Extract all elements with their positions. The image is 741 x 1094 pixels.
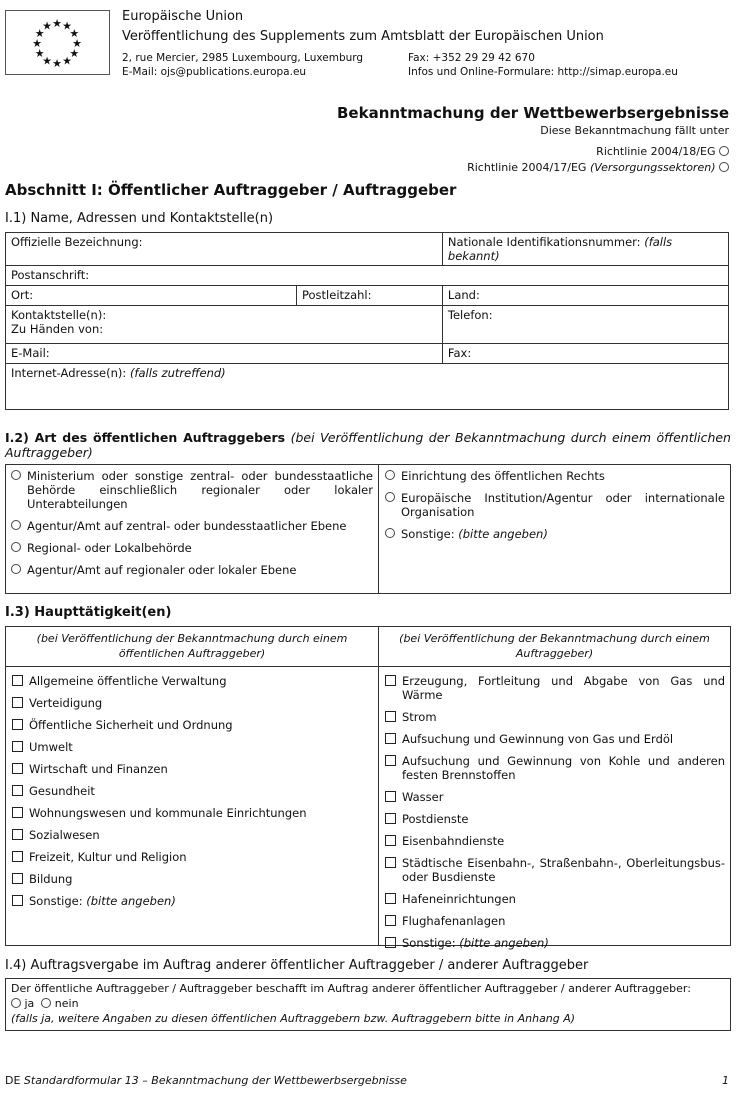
checkbox[interactable] [12, 895, 23, 906]
i2-option-label: Einrichtung des öffentlichen Rechts [401, 469, 605, 483]
phone-field[interactable] [442, 306, 728, 344]
other-note: (bitte angeben) [86, 894, 176, 908]
star-icon: ★ [42, 19, 52, 33]
i1-heading: I.1) Name, Adressen und Kontaktstelle(n) [5, 211, 274, 226]
checkbox[interactable] [12, 763, 23, 774]
i4-no-label: nein [54, 997, 79, 1010]
checkbox[interactable] [12, 719, 23, 730]
i3-activity-label: Strom [402, 710, 437, 724]
i3-activity-other-label [402, 936, 549, 950]
notice-title: Bekanntmachung der Wettbewerbsergebnisse [337, 104, 729, 122]
contact-point-label: Kontaktstelle(n): [11, 308, 107, 322]
i3-activity-label: Postdienste [402, 812, 469, 826]
radio-button[interactable] [11, 542, 21, 552]
directive-2004-17-option[interactable] [467, 161, 729, 174]
i2-heading-title: I.2) Art des öffentlichen Auftraggebers [5, 430, 286, 445]
directive-2004-17-radio[interactable] [719, 162, 729, 172]
checkbox[interactable] [12, 675, 23, 686]
checkbox[interactable] [385, 813, 396, 824]
checkbox[interactable] [12, 697, 23, 708]
directive-2004-17-note: (Versorgungssektoren) [589, 161, 716, 174]
checkbox[interactable] [385, 835, 396, 846]
star-icon: ★ [69, 27, 80, 40]
i3-right-header: (bei Veröffentlichung der Bekanntmachung durch einem Auftraggeber) [379, 627, 730, 667]
directive-2004-18-radio[interactable] [719, 146, 729, 156]
checkbox[interactable] [12, 807, 23, 818]
star-icon: ★ [34, 27, 45, 40]
section-title: Abschnitt I: Öffentlicher Auftraggeber / Auftraggeber [5, 181, 457, 199]
i3-activity[interactable] [12, 806, 373, 820]
other-note: (bitte angeben) [458, 527, 548, 541]
radio-button[interactable] [11, 470, 21, 480]
i2-option-label: Regional- oder Lokalbehörde [27, 541, 192, 555]
i3-activity-label: Wohnungswesen und kommunale Einrichtungen [29, 806, 307, 820]
i3-activity-label: Aufsuchung und Gewinnung von Kohle und anderen festen Brennstoffen [402, 754, 725, 782]
national-id-note: (falls bekannt) [447, 235, 673, 263]
i4-no-radio[interactable] [41, 998, 51, 1008]
i3-activity[interactable] [12, 762, 373, 776]
i2-option-label: Ministerium oder sonstige zentral- oder bundesstaatliche Behörde einschließlich regionaler oder lokaler Unterabteilungen [27, 469, 373, 511]
fax-field[interactable] [442, 344, 728, 364]
i2-heading-note: (bei Veröffentlichung der Bekanntmachung durch einem öffentlichen Auftraggeber) [5, 430, 731, 460]
i2-authority-type-box [5, 464, 731, 594]
page-number: 1 [722, 1074, 729, 1087]
i3-activity[interactable] [12, 850, 373, 864]
internet-address-note: (falls zutreffend) [129, 366, 226, 380]
i3-activity-label: Flughafenanlagen [402, 914, 506, 928]
i2-option[interactable] [11, 469, 373, 511]
star-icon: ★ [62, 54, 72, 68]
star-icon: ★ [69, 47, 80, 60]
i2-option-label: Europäische Institution/Agentur oder internationale Organisation [401, 491, 725, 519]
email-field[interactable] [6, 344, 443, 364]
notice-falls-unter: Diese Bekanntmachung fällt unter [540, 124, 729, 137]
i3-activity[interactable] [12, 828, 373, 842]
i1-contact-table [5, 232, 729, 410]
national-id-label: Nationale Identifikationsnummer: [447, 235, 641, 249]
radio-button[interactable] [385, 470, 395, 480]
checkbox[interactable] [12, 851, 23, 862]
i2-option-other-label [401, 527, 548, 541]
contact-point-field[interactable] [6, 306, 443, 344]
checkbox[interactable] [12, 829, 23, 840]
star-icon: ★ [42, 54, 52, 68]
i3-activity-label: Wirtschaft und Finanzen [29, 762, 168, 776]
national-id-field[interactable] [442, 233, 728, 266]
i3-activity-label: Eisenbahndienste [402, 834, 505, 848]
i3-activity[interactable] [385, 914, 725, 928]
i2-option-label: Agentur/Amt auf zentral- oder bundesstaatlicher Ebene [27, 519, 347, 533]
header-org: Europäische Union [122, 9, 244, 24]
directive-2004-18-label: Richtlinie 2004/18/EG [596, 145, 716, 158]
postal-address-field[interactable] [6, 266, 729, 286]
i3-activity-label: Hafeneinrichtungen [402, 892, 516, 906]
i3-activity[interactable] [12, 784, 373, 798]
i3-activity[interactable] [385, 856, 725, 884]
star-icon: ★ [34, 47, 45, 60]
radio-button[interactable] [385, 492, 395, 502]
i3-activity-label: Bildung [29, 872, 73, 886]
other-label: Sonstige: [402, 936, 456, 950]
fax-label: Fax: [447, 346, 472, 360]
checkbox[interactable] [385, 675, 396, 686]
country-label: Land: [447, 288, 480, 302]
i3-activity[interactable] [12, 696, 373, 710]
checkbox[interactable] [385, 733, 396, 744]
i4-heading: I.4) Auftragsvergabe im Auftrag anderer öffentlicher Auftraggeber / anderer Auftraggeber [5, 958, 589, 973]
town-label: Ort: [11, 288, 34, 302]
i2-option[interactable] [385, 491, 725, 519]
i3-activity[interactable] [385, 732, 725, 746]
directive-2004-17-label: Richtlinie 2004/17/EG [467, 161, 587, 174]
checkbox[interactable] [385, 791, 396, 802]
i2-option[interactable] [11, 541, 373, 555]
footer [5, 1074, 407, 1087]
checkbox[interactable] [385, 755, 396, 766]
i3-activity-label: Sozialwesen [29, 828, 100, 842]
checkbox[interactable] [385, 915, 396, 926]
other-label: Sonstige: [401, 527, 455, 541]
i2-option[interactable] [11, 519, 373, 533]
internet-address-field[interactable] [6, 364, 729, 410]
directive-2004-18-option[interactable] [596, 145, 729, 158]
i3-activity-label: Verteidigung [29, 696, 103, 710]
i2-option[interactable] [11, 563, 373, 577]
star-icon: ★ [52, 17, 62, 30]
official-name-label: Offizielle Bezeichnung: [11, 235, 143, 249]
postcode-label: Postleitzahl: [302, 288, 372, 302]
i4-yes-radio[interactable] [11, 998, 21, 1008]
i3-activity[interactable] [12, 718, 373, 732]
other-note: (bitte angeben) [459, 936, 549, 950]
footer-form: Standardformular 13 – Bekanntmachung der Wettbewerbsergebnisse [23, 1074, 407, 1087]
i3-activity-label: Freizeit, Kultur und Religion [29, 850, 187, 864]
checkbox[interactable] [385, 937, 396, 948]
i3-activity[interactable] [385, 790, 725, 804]
radio-button[interactable] [11, 520, 21, 530]
footer-lang: DE [5, 1074, 21, 1087]
star-icon: ★ [52, 57, 62, 70]
header-address: 2, rue Mercier, 2985 Luxembourg, Luxemburg [122, 52, 364, 64]
checkbox[interactable] [385, 893, 396, 904]
other-label: Sonstige: [29, 894, 83, 908]
i3-activity-label: Erzeugung, Fortleitung und Abgabe von Gas und Wärme [402, 674, 725, 702]
internet-address-label: Internet-Adresse(n): [11, 366, 127, 380]
checkbox[interactable] [385, 857, 396, 868]
i3-heading: I.3) Haupttätigkeit(en) [5, 605, 172, 620]
i4-box [5, 978, 731, 1031]
official-name-field[interactable] [6, 233, 443, 266]
header-email: E-Mail: ojs@publications.europa.eu [122, 66, 307, 78]
postcode-field[interactable] [297, 286, 443, 306]
attention-label: Zu Händen von: [11, 322, 104, 336]
i3-activity[interactable] [385, 754, 725, 782]
i3-activity[interactable] [12, 740, 373, 754]
i3-activity-label: Aufsuchung und Gewinnung von Gas und Erdöl [402, 732, 674, 746]
header-fax: Fax: +352 29 29 42 670 [408, 52, 535, 64]
i3-activity[interactable] [385, 812, 725, 826]
i3-main-activity-box [5, 626, 731, 950]
checkbox[interactable] [385, 711, 396, 722]
i2-option-label: Agentur/Amt auf regionaler oder lokaler Ebene [27, 563, 297, 577]
checkbox[interactable] [12, 785, 23, 796]
i4-question: Der öffentliche Auftraggeber / Auftraggeber beschafft im Auftrag anderer öffentlicher Auftraggeber / anderer Auftraggeber: [11, 982, 691, 995]
i3-activity-label: Wasser [402, 790, 444, 804]
i2-option-other[interactable] [385, 527, 725, 541]
star-icon: ★ [72, 37, 82, 50]
i3-activity-other[interactable] [12, 894, 373, 908]
radio-button[interactable] [11, 564, 21, 574]
country-field[interactable] [442, 286, 728, 306]
i3-activity[interactable] [385, 674, 725, 702]
i3-activity-label: Gesundheit [29, 784, 95, 798]
i2-heading [5, 430, 731, 460]
i3-left-header: (bei Veröffentlichung der Bekanntmachung durch einem öffentlichen Auftraggeber) [6, 627, 378, 667]
phone-label: Telefon: [447, 308, 493, 322]
i3-activity[interactable] [12, 674, 373, 688]
checkbox[interactable] [12, 873, 23, 884]
eu-flag-icon [5, 10, 110, 75]
i3-activity[interactable] [385, 710, 725, 724]
town-field[interactable] [6, 286, 297, 306]
postal-address-label: Postanschrift: [11, 268, 90, 282]
i3-activity[interactable] [12, 872, 373, 886]
radio-button[interactable] [385, 528, 395, 538]
i3-right-column [379, 627, 730, 950]
star-icon: ★ [62, 19, 72, 33]
checkbox[interactable] [12, 741, 23, 752]
email-label: E-Mail: [11, 346, 50, 360]
i3-activity[interactable] [385, 834, 725, 848]
header-publication: Veröffentlichung des Supplements zum Amtsblatt der Europäischen Union [122, 29, 604, 44]
i3-activity-other-label [29, 894, 176, 908]
i3-left-column [6, 627, 379, 945]
i3-activity-label: Städtische Eisenbahn-, Straßenbahn-, Oberleitungsbus- oder Busdienste [402, 856, 725, 884]
i2-option[interactable] [385, 469, 725, 483]
i3-activity-other[interactable] [385, 936, 725, 950]
i3-activity-label: Allgemeine öffentliche Verwaltung [29, 674, 227, 688]
i4-yes-label: ja [24, 997, 35, 1010]
i3-activity[interactable] [385, 892, 725, 906]
i3-activity-label: Umwelt [29, 740, 73, 754]
i4-note: (falls ja, weitere Angaben zu diesen öffentlichen Auftraggebern bzw. Auftraggebern bitte in Anhang A) [11, 1012, 576, 1025]
star-icon: ★ [32, 37, 42, 50]
header-infos: Infos und Online-Formulare: http://simap.europa.eu [408, 66, 678, 78]
i3-activity-label: Öffentliche Sicherheit und Ordnung [29, 718, 233, 732]
